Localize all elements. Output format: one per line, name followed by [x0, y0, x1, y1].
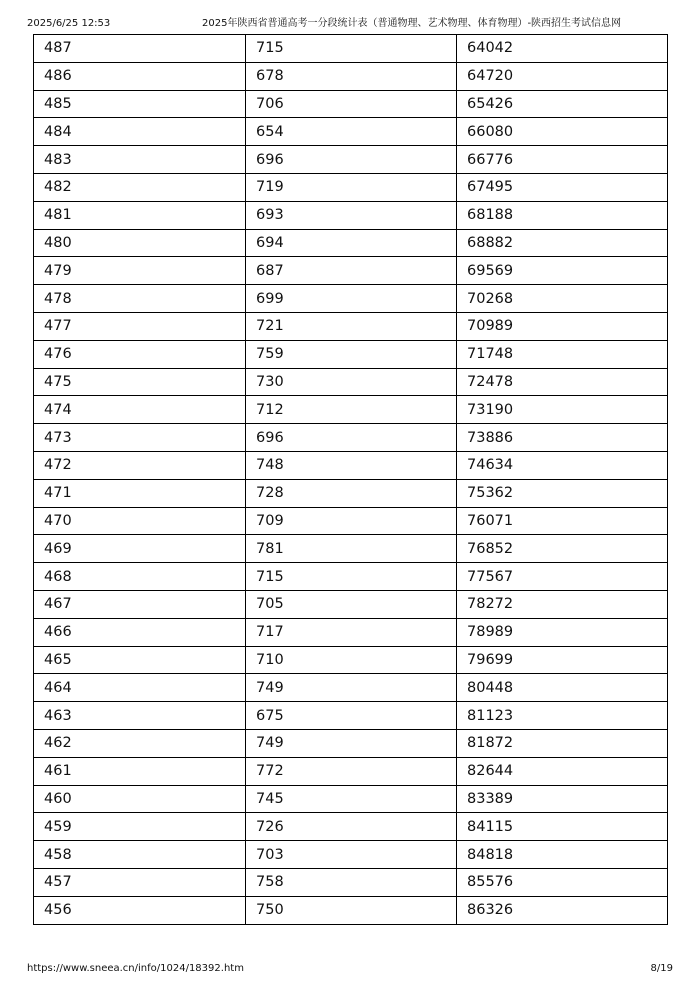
cumulative-cell: 67495	[457, 173, 668, 201]
count-cell: 654	[246, 118, 457, 146]
cumulative-cell: 76071	[457, 507, 668, 535]
table-body	[34, 35, 668, 925]
count-cell: 709	[246, 507, 457, 535]
score-cell: 460	[34, 785, 246, 813]
cumulative-cell: 78989	[457, 618, 668, 646]
score-cell: 477	[34, 312, 246, 340]
cumulative-cell: 64720	[457, 62, 668, 90]
count-cell: 717	[246, 618, 457, 646]
page-number: 8/19	[650, 963, 673, 974]
table-row	[34, 90, 668, 118]
count-cell: 715	[246, 563, 457, 591]
count-cell: 772	[246, 757, 457, 785]
table-row	[34, 535, 668, 563]
table-row	[34, 868, 668, 896]
cumulative-cell: 84818	[457, 841, 668, 869]
table-row	[34, 896, 668, 924]
score-distribution-table	[33, 34, 668, 925]
count-cell: 675	[246, 702, 457, 730]
count-cell: 712	[246, 396, 457, 424]
cumulative-cell: 77567	[457, 563, 668, 591]
score-cell: 466	[34, 618, 246, 646]
count-cell: 749	[246, 729, 457, 757]
score-cell: 459	[34, 813, 246, 841]
table-row	[34, 646, 668, 674]
cumulative-cell: 64042	[457, 35, 668, 63]
table-row	[34, 479, 668, 507]
count-cell: 719	[246, 173, 457, 201]
score-cell: 464	[34, 674, 246, 702]
cumulative-cell: 73190	[457, 396, 668, 424]
count-cell: 745	[246, 785, 457, 813]
count-cell: 696	[246, 146, 457, 174]
cumulative-cell: 85576	[457, 868, 668, 896]
count-cell: 781	[246, 535, 457, 563]
cumulative-cell: 75362	[457, 479, 668, 507]
count-cell: 703	[246, 841, 457, 869]
print-datetime: 2025/6/25 12:53	[27, 18, 111, 29]
cumulative-cell: 82644	[457, 757, 668, 785]
count-cell: 759	[246, 340, 457, 368]
cumulative-cell: 78272	[457, 590, 668, 618]
cumulative-cell: 70268	[457, 285, 668, 313]
table-row	[34, 62, 668, 90]
cumulative-cell: 81872	[457, 729, 668, 757]
cumulative-cell: 83389	[457, 785, 668, 813]
count-cell: 726	[246, 813, 457, 841]
table-row	[34, 368, 668, 396]
count-cell: 699	[246, 285, 457, 313]
table-row	[34, 118, 668, 146]
table-row	[34, 813, 668, 841]
score-cell: 465	[34, 646, 246, 674]
page-title: 2025年陕西省普通高考一分段统计表（普通物理、艺术物理、体育物理）-陕西招生考试信息网	[202, 18, 622, 29]
score-cell: 463	[34, 702, 246, 730]
score-cell: 483	[34, 146, 246, 174]
table-row	[34, 229, 668, 257]
count-cell: 678	[246, 62, 457, 90]
score-cell: 469	[34, 535, 246, 563]
cumulative-cell: 70989	[457, 312, 668, 340]
score-cell: 479	[34, 257, 246, 285]
count-cell: 750	[246, 896, 457, 924]
score-cell: 475	[34, 368, 246, 396]
table-row	[34, 841, 668, 869]
score-cell: 476	[34, 340, 246, 368]
count-cell: 696	[246, 424, 457, 452]
score-cell: 484	[34, 118, 246, 146]
cumulative-cell: 71748	[457, 340, 668, 368]
cumulative-cell: 69569	[457, 257, 668, 285]
table-row	[34, 507, 668, 535]
table-row	[34, 590, 668, 618]
count-cell: 694	[246, 229, 457, 257]
score-cell: 474	[34, 396, 246, 424]
print-footer	[27, 962, 673, 976]
table-row	[34, 785, 668, 813]
count-cell: 728	[246, 479, 457, 507]
count-cell: 730	[246, 368, 457, 396]
cumulative-cell: 86326	[457, 896, 668, 924]
score-cell: 485	[34, 90, 246, 118]
table-row	[34, 424, 668, 452]
table-row	[34, 146, 668, 174]
table-row	[34, 451, 668, 479]
score-cell: 480	[34, 229, 246, 257]
count-cell: 758	[246, 868, 457, 896]
cumulative-cell: 66080	[457, 118, 668, 146]
cumulative-cell: 65426	[457, 90, 668, 118]
print-header	[27, 16, 667, 32]
cumulative-cell: 74634	[457, 451, 668, 479]
score-cell: 473	[34, 424, 246, 452]
score-cell: 468	[34, 563, 246, 591]
count-cell: 710	[246, 646, 457, 674]
score-cell: 478	[34, 285, 246, 313]
cumulative-cell: 72478	[457, 368, 668, 396]
count-cell: 721	[246, 312, 457, 340]
source-url[interactable]: https://www.sneea.cn/info/1024/18392.htm	[27, 963, 244, 974]
cumulative-cell: 68188	[457, 201, 668, 229]
count-cell: 706	[246, 90, 457, 118]
count-cell: 687	[246, 257, 457, 285]
table-row	[34, 201, 668, 229]
table-row	[34, 285, 668, 313]
table-row	[34, 729, 668, 757]
table-row	[34, 173, 668, 201]
cumulative-cell: 76852	[457, 535, 668, 563]
count-cell: 715	[246, 35, 457, 63]
table-row	[34, 618, 668, 646]
cumulative-cell: 66776	[457, 146, 668, 174]
score-cell: 487	[34, 35, 246, 63]
score-cell: 472	[34, 451, 246, 479]
cumulative-cell: 79699	[457, 646, 668, 674]
score-cell: 467	[34, 590, 246, 618]
table-row	[34, 35, 668, 63]
table-row	[34, 340, 668, 368]
cumulative-cell: 80448	[457, 674, 668, 702]
score-cell: 470	[34, 507, 246, 535]
table-row	[34, 312, 668, 340]
score-cell: 456	[34, 896, 246, 924]
table-row	[34, 563, 668, 591]
score-cell: 486	[34, 62, 246, 90]
table-row	[34, 674, 668, 702]
cumulative-cell: 84115	[457, 813, 668, 841]
table-row	[34, 396, 668, 424]
count-cell: 693	[246, 201, 457, 229]
score-cell: 457	[34, 868, 246, 896]
table-row	[34, 702, 668, 730]
table-row	[34, 257, 668, 285]
table-row	[34, 757, 668, 785]
score-cell: 471	[34, 479, 246, 507]
cumulative-cell: 68882	[457, 229, 668, 257]
score-cell: 458	[34, 841, 246, 869]
count-cell: 705	[246, 590, 457, 618]
cumulative-cell: 73886	[457, 424, 668, 452]
score-cell: 461	[34, 757, 246, 785]
score-cell: 481	[34, 201, 246, 229]
score-cell: 482	[34, 173, 246, 201]
count-cell: 749	[246, 674, 457, 702]
count-cell: 748	[246, 451, 457, 479]
cumulative-cell: 81123	[457, 702, 668, 730]
score-cell: 462	[34, 729, 246, 757]
